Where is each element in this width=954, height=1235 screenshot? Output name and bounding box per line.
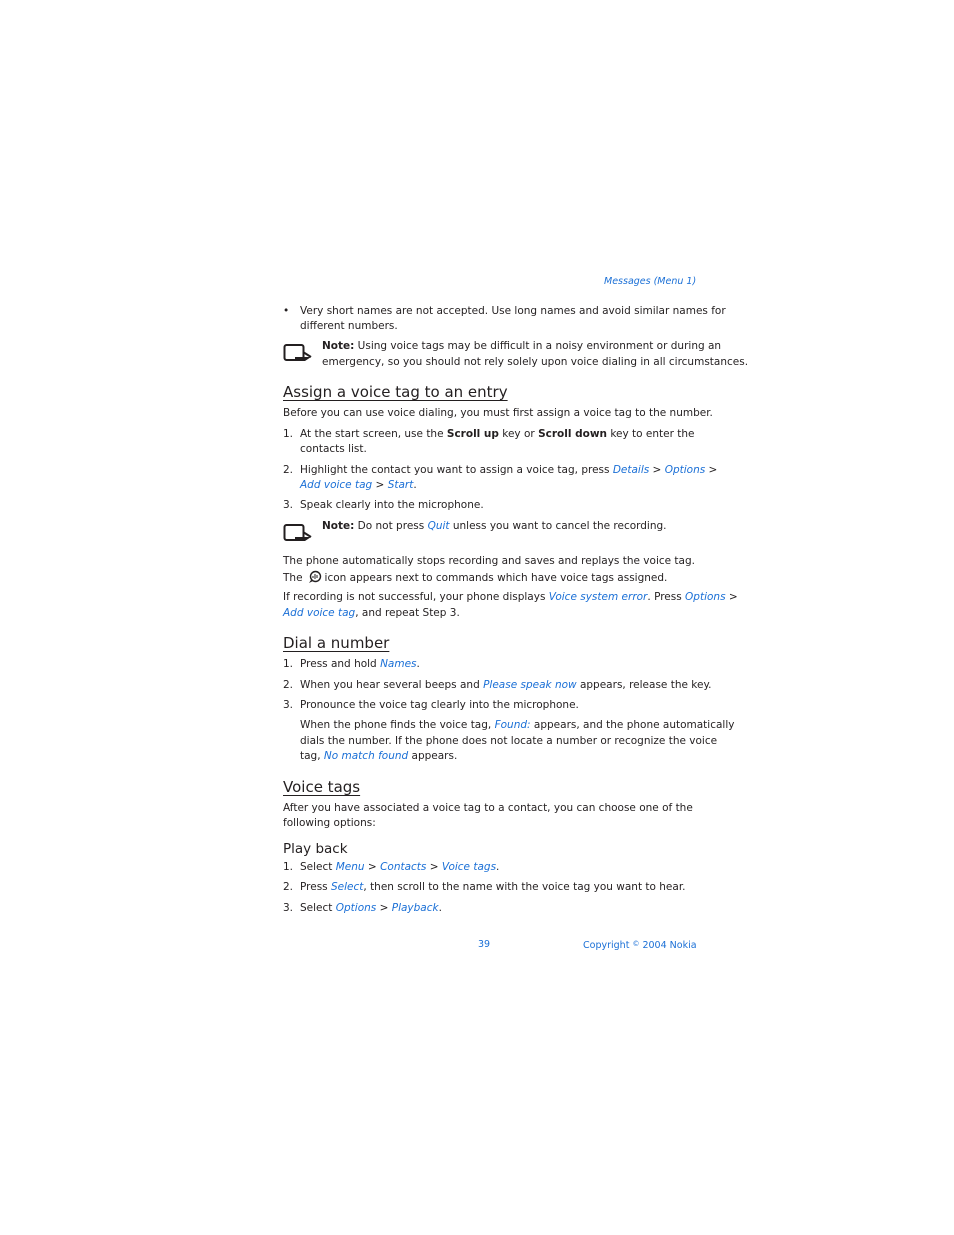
text: When the phone finds the voice tag, — [300, 719, 495, 731]
text: When you hear several beeps and — [300, 679, 484, 691]
note-2 — [322, 519, 667, 535]
assign-para-1-line-1: The phone automatically stops recording and saves and replays the voice tag. — [283, 555, 695, 567]
names-link[interactable]: Names — [380, 658, 417, 670]
quit-link[interactable]: Quit — [427, 520, 450, 532]
bullet-line-2: different numbers. — [300, 320, 398, 332]
text: appears, release the key. — [576, 679, 712, 691]
text: key or — [498, 428, 539, 440]
text: . Press — [647, 591, 686, 603]
text: If recording is not successful, your phone displays — [283, 591, 549, 603]
dial-sub-line-3 — [300, 749, 457, 765]
dial-step-1 — [300, 657, 420, 673]
playback-step-2-num: 2. — [283, 881, 294, 893]
page-number: 39 — [478, 939, 491, 950]
scroll-down-key: Scroll down — [538, 428, 607, 440]
copyright-symbol: © — [632, 940, 640, 948]
assign-step-2-num: 2. — [283, 464, 294, 476]
separator: > — [649, 464, 665, 476]
heading-voice-tags: Voice tags — [283, 778, 361, 796]
separator: > — [376, 902, 392, 914]
details-link[interactable]: Details — [612, 464, 650, 476]
text: Do not press — [354, 520, 428, 532]
select-link[interactable]: Select — [330, 881, 364, 893]
no-match-found-text: No match found — [323, 750, 409, 762]
text: tag, — [300, 750, 324, 762]
dial-step-2 — [300, 678, 712, 694]
assign-step-2 — [300, 463, 717, 479]
text: . — [438, 902, 442, 914]
dial-step-2-num: 2. — [283, 679, 294, 691]
separator: > — [426, 861, 442, 873]
text: appears. — [408, 750, 458, 762]
note-hand-icon — [283, 343, 313, 363]
text: The — [283, 572, 303, 584]
text: At the start screen, use the — [300, 428, 447, 440]
text: key to enter the — [607, 428, 695, 440]
separator: > — [725, 591, 738, 603]
text: Select — [300, 861, 336, 873]
text: appears, and the phone automatically — [530, 719, 735, 731]
playback-step-1-num: 1. — [283, 861, 294, 873]
options-link[interactable]: Options — [335, 902, 377, 914]
options-link[interactable]: Options — [664, 464, 706, 476]
dial-step-3: Pronounce the voice tag clearly into the microphone. — [300, 699, 579, 711]
text: unless you want to cancel the recording. — [449, 520, 667, 532]
note-1-line-1 — [322, 339, 721, 355]
heading-dial-a-number: Dial a number — [283, 634, 390, 652]
found-text: Found: — [494, 719, 531, 731]
text: Highlight the contact you want to assign a voice tag, press — [300, 464, 613, 476]
add-voice-tag-link[interactable]: Add voice tag — [283, 607, 356, 619]
voice-system-error-text: Voice system error — [548, 591, 648, 603]
bullet-dot: • — [283, 305, 290, 317]
assign-para-2-line-1 — [283, 590, 738, 606]
tags-intro-line-1: After you have associated a voice tag to a contact, you can choose one of the — [283, 802, 693, 814]
voice-tags-link[interactable]: Voice tags — [441, 861, 497, 873]
text: 2004 Nokia — [639, 940, 697, 951]
text: . — [496, 861, 500, 873]
add-voice-tag-link[interactable]: Add voice tag — [300, 479, 373, 491]
please-speak-now-text: Please speak now — [483, 679, 577, 691]
text: Press — [300, 881, 331, 893]
separator: > — [372, 479, 388, 491]
separator: > — [705, 464, 718, 476]
text: Select — [300, 902, 336, 914]
tags-intro-line-2: following options: — [283, 817, 376, 829]
text: . — [416, 658, 420, 670]
voice-tag-icon — [308, 570, 322, 584]
separator: > — [364, 861, 381, 873]
assign-step-1-line-2: contacts list. — [300, 443, 367, 455]
heading-play-back: Play back — [283, 841, 348, 857]
note-2-label: Note: — [322, 520, 355, 532]
note-1-line-2: emergency, so you should not rely solely upon voice dialing in all circumstances. — [322, 356, 749, 368]
assign-step-1-num: 1. — [283, 428, 294, 440]
contacts-link[interactable]: Contacts — [380, 861, 427, 873]
dial-step-3-num: 3. — [283, 699, 294, 711]
assign-step-2-line-2 — [300, 478, 417, 494]
playback-step-1 — [300, 860, 499, 876]
assign-intro: Before you can use voice dialing, you must first assign a voice tag to the number. — [283, 407, 713, 419]
text: Copyright — [583, 940, 633, 951]
assign-para-1-line-2 — [283, 570, 667, 587]
text: . — [413, 479, 417, 491]
text: , then scroll to the name with the voice tag you want to hear. — [363, 881, 686, 893]
start-link[interactable]: Start — [387, 479, 414, 491]
playback-link[interactable]: Playback — [391, 902, 439, 914]
playback-step-3 — [300, 901, 442, 917]
assign-step-1 — [300, 427, 695, 443]
bullet-line-1: Very short names are not accepted. Use long names and avoid similar names for — [300, 305, 726, 317]
dial-step-1-num: 1. — [283, 658, 294, 670]
assign-step-3-num: 3. — [283, 499, 294, 511]
options-link[interactable]: Options — [685, 591, 726, 603]
text: , and repeat Step 3. — [355, 607, 460, 619]
playback-step-3-num: 3. — [283, 902, 294, 914]
assign-step-3: Speak clearly into the microphone. — [300, 499, 484, 511]
assign-para-2-line-2 — [283, 606, 460, 622]
running-head: Messages (Menu 1) — [604, 276, 697, 287]
playback-step-2 — [300, 880, 686, 896]
dial-sub-line-2: dials the number. If the phone does not locate a number or recognize the voice — [300, 735, 718, 747]
text: Press and hold — [300, 658, 381, 670]
note-1-label: Note: — [322, 340, 355, 352]
scroll-up-key: Scroll up — [446, 428, 499, 440]
dial-sub-line-1 — [300, 718, 734, 734]
note-1-text: Using voice tags may be difficult in a noisy environment or during an — [354, 340, 722, 352]
text: icon appears next to commands which have voice tags assigned. — [324, 572, 668, 584]
copyright — [583, 938, 697, 952]
heading-assign-voice-tag: Assign a voice tag to an entry — [283, 383, 508, 401]
menu-link[interactable]: Menu — [335, 861, 365, 873]
note-hand-icon — [283, 523, 313, 543]
